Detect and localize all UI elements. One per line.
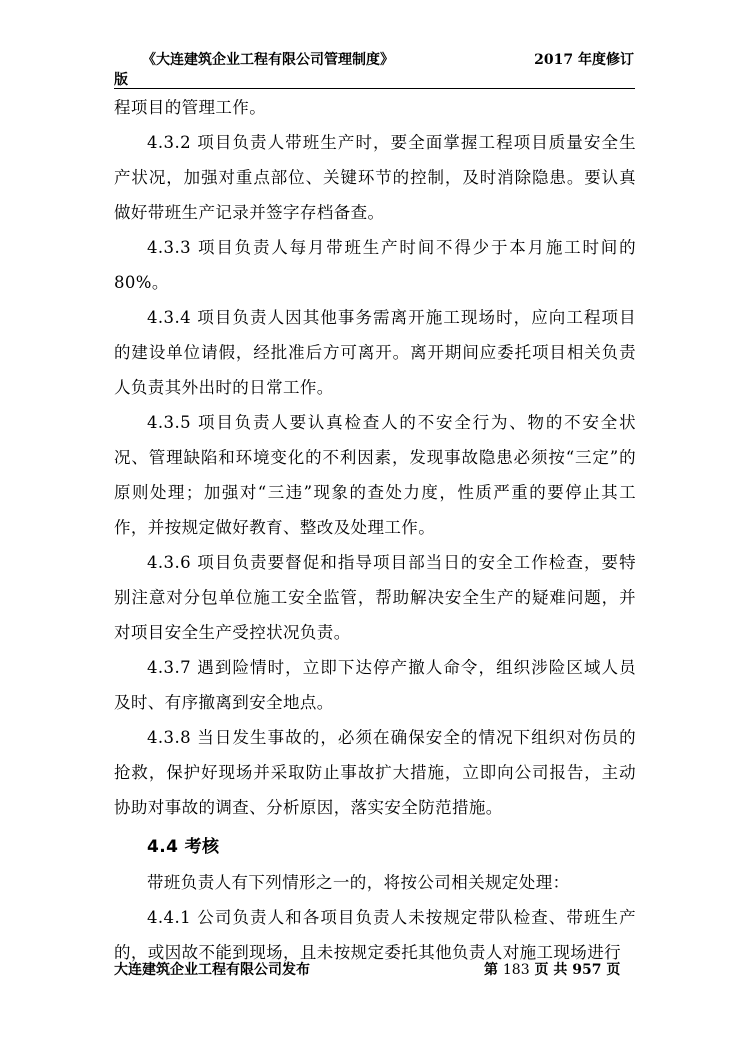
page-prefix: 第 (484, 962, 503, 978)
publisher-label: 大连建筑企业工程有限公司发布 (114, 962, 310, 978)
section-heading-4-4: 4.4 考核 (147, 837, 220, 857)
paragraph: 程项目的管理工作。 (114, 98, 267, 117)
current-page: 183 (502, 962, 530, 978)
document-title: 《大连建筑企业工程有限公司管理制度》 (142, 52, 394, 68)
edition-label-wrap: 版 (114, 72, 128, 88)
page-number (484, 960, 620, 980)
page-suffix: 页 (601, 962, 621, 978)
paragraph-4-3-3: 4.3.3 项目负责人每月带班生产时间不得少于本月施工时间的80%。 (114, 238, 636, 292)
page-mid: 页 共 (529, 962, 573, 978)
total-pages: 957 (572, 962, 602, 978)
paragraph-4-3-7: 4.3.7 遇到险情时，立即下达停产撤人命令，组织涉险区域人员及时、有序撤离到安全地点。 (114, 658, 636, 712)
paragraph-4-3-5: 4.3.5 项目负责人要认真检查人的不安全行为、物的不安全状况、管理缺陷和环境变化的不利因素，发现事故隐患必须按“三定”的原则处理；加强对“三违”现象的查处力度，性质严重的要停止其工作，并按规定做好教育、整改及处理工作。 (114, 413, 636, 537)
paragraph-intro: 带班负责人有下列情形之一的，将按公司相关规定处理： (147, 873, 570, 892)
edition-label: 2017 年度修订 (534, 52, 634, 68)
paragraph-4-3-8: 4.3.8 当日发生事故的，必须在确保安全的情况下组织对伤员的抢救，保护好现场并采取防止事故扩大措施，立即向公司报告，主动协助对事故的调查、分析原因，落实安全防范措施。 (114, 728, 636, 817)
paragraph-4-3-2: 4.3.2 项目负责人带班生产时，要全面掌握工程项目质量安全生产状况，加强对重点部位、关键环节的控制，及时消除隐患。要认真做好带班生产记录并签字存档备查。 (114, 133, 636, 222)
header-rule (114, 88, 635, 89)
document-body (114, 90, 636, 970)
paragraph-4-3-4: 4.3.4 项目负责人因其他事务需离开施工现场时，应向工程项目的建设单位请假，经批准后方可离开。离开期间应委托项目相关负责人负责其外出时的日常工作。 (114, 308, 636, 397)
paragraph-4-3-6: 4.3.6 项目负责要督促和指导项目部当日的安全工作检查，要特别注意对分包单位施工安全监管，帮助解决安全生产的疑难问题，并对项目安全生产受控状况负责。 (114, 553, 636, 642)
paragraph-4-4-1: 4.4.1 公司负责人和各项目负责人未按规定带队检查、带班生产的，或因故不能到现场，且未按规定委托其他负责人对施工现场进行 (114, 908, 636, 962)
